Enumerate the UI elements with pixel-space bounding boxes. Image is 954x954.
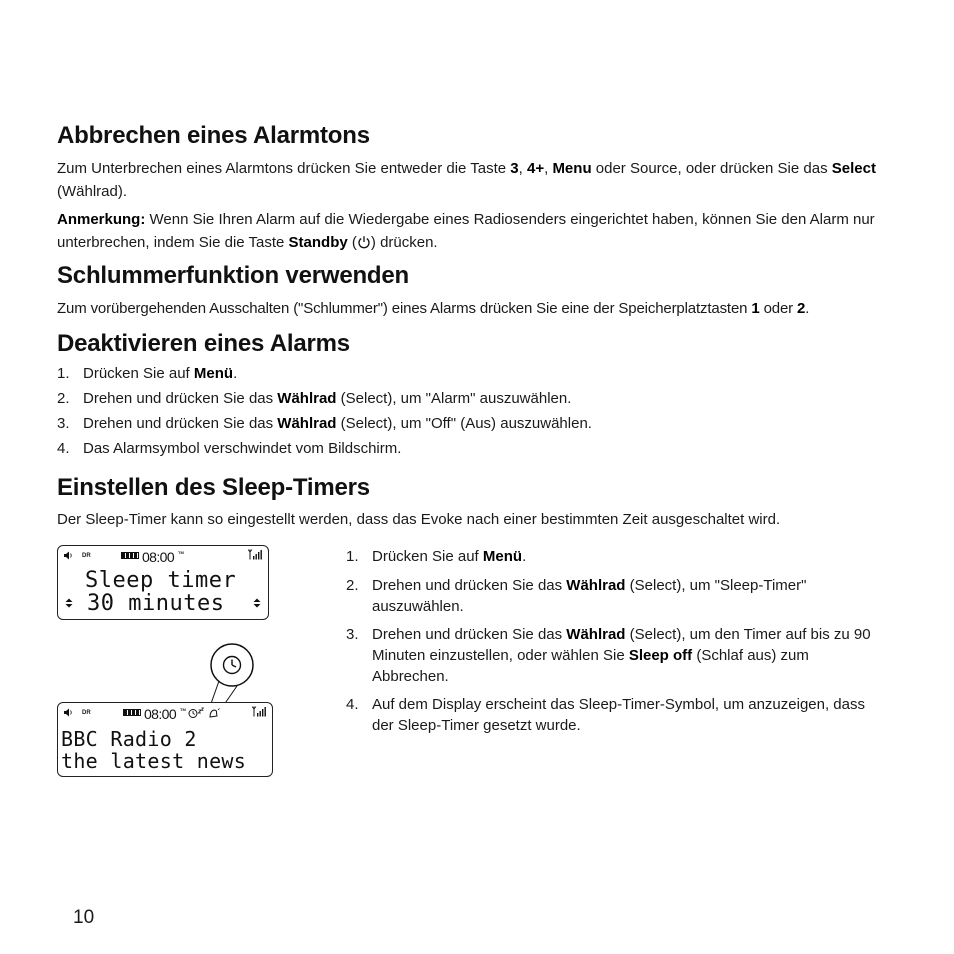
list-item [346, 575, 886, 617]
sleep-timer-steps [346, 546, 886, 736]
lcd-line-2: 30 minutes [87, 591, 225, 616]
text: (Select), um den Timer auf bis zu 90 Minuten einzustellen, oder wählen Sie [372, 626, 871, 664]
power-icon [357, 235, 371, 249]
note-label: Anmerkung: [57, 211, 146, 228]
step-number: 1. [57, 365, 70, 382]
list-item [346, 546, 886, 567]
text: ) drücken. [370, 234, 438, 251]
lcd-status-bar [62, 549, 262, 563]
sleep-status-icons [188, 707, 222, 719]
text: Drücken Sie auf [83, 365, 194, 382]
text: oder Source, oder drücken Sie das [591, 160, 832, 177]
text: Drehen und drücken Sie das [372, 626, 567, 643]
paragraph-sleep-intro: Der Sleep-Timer kann so eingestellt werden, dass das Evoke nach einer bestimmten Zeit ausgeschaltet wird. [57, 511, 781, 528]
list-item [346, 694, 886, 736]
key-3: 3 [510, 160, 519, 177]
step-number: 2. [346, 577, 359, 594]
signal-icon [248, 549, 262, 560]
text: (Select), um "Alarm" auszuwählen. [336, 390, 572, 407]
step-number: 4. [346, 696, 359, 713]
key-sleep-off: Sleep off [628, 647, 693, 664]
speaker-icon [63, 708, 73, 717]
text: Drücken Sie auf [372, 548, 483, 565]
lcd-display-sleep-timer [57, 545, 269, 620]
step-number: 1. [346, 548, 359, 565]
text: , [518, 160, 527, 177]
step-number: 3. [346, 626, 359, 643]
speaker-icon [63, 551, 73, 560]
heading-cancel-alarm: Abbrechen eines Alarmtons [57, 122, 370, 149]
text: (Select), um "Off" (Aus) auszuwählen. [336, 415, 592, 432]
text: . [233, 365, 238, 382]
battery-icon [121, 552, 139, 559]
list-item [57, 365, 897, 390]
list-item [57, 440, 897, 465]
lcd-line-1: BBC Radio 2 [61, 727, 197, 751]
text: (Schlaf aus) zum Abbrechen. [372, 647, 809, 685]
text: . [522, 548, 527, 565]
key-dial: Wählrad [277, 390, 337, 407]
step-number: 4. [57, 440, 70, 457]
step-number: 3. [57, 415, 70, 432]
tm-label: TM [178, 550, 184, 555]
tm-label: TM [180, 707, 186, 712]
lcd-line-1: Sleep timer [85, 568, 237, 593]
list-item [57, 415, 897, 440]
text: (Wählrad). [57, 183, 128, 200]
scroll-arrow-icon [252, 598, 262, 608]
page-number: 10 [73, 907, 95, 928]
paragraph-snooze [57, 297, 917, 320]
key-dial: Wählrad [277, 415, 337, 432]
lcd-status-bar [62, 706, 266, 720]
note-cancel-alarm [57, 208, 895, 254]
zz-icon [199, 708, 204, 713]
key-menu: Menü [482, 548, 523, 565]
key-menu: Menü [193, 365, 234, 382]
alarm-bell-icon [210, 709, 220, 718]
deactivate-steps [57, 365, 897, 465]
text: Das Alarmsymbol verschwindet vom Bildschirm. [83, 440, 402, 457]
heading-deactivate: Deaktivieren eines Alarms [57, 330, 350, 357]
key-1: 1 [751, 300, 760, 317]
text: (Select), um "Sleep-Timer" auszuwählen. [372, 577, 807, 615]
dr-label: DR [82, 553, 91, 559]
lcd-clock: 08:00 [142, 549, 175, 565]
text: , [544, 160, 553, 177]
key-2: 2 [797, 300, 806, 317]
lcd-line-2: the latest news [61, 749, 247, 773]
lcd-clock: 08:00 [144, 706, 177, 722]
scroll-arrow-icon [64, 598, 74, 608]
key-dial: Wählrad [566, 626, 626, 643]
key-4plus: 4+ [526, 160, 545, 177]
paragraph-cancel-alarm [57, 157, 895, 203]
key-standby: Standby [288, 234, 348, 251]
lcd-display-radio [57, 702, 273, 777]
sleep-timer-clock-icon [189, 710, 197, 718]
text: oder [759, 300, 798, 317]
step-number: 2. [57, 390, 70, 407]
dr-label: DR [82, 710, 91, 716]
list-item [346, 624, 886, 687]
text: Drehen und drücken Sie das [83, 390, 278, 407]
text: Zum vorübergehenden Ausschalten ("Schlummer") eines Alarms drücken Sie eine der Speicherplatztasten [57, 300, 752, 317]
list-item [57, 390, 897, 415]
signal-icon [252, 706, 266, 717]
battery-icon [123, 709, 141, 716]
key-menu: Menu [552, 160, 592, 177]
text: ( [347, 234, 357, 251]
text: Wenn Sie Ihren Alarm auf die Wiedergabe eines Radiosenders eingerichtet haben, können Sie den Alarm nur unterbrechen, indem Sie die Taste [57, 211, 875, 251]
heading-sleep-timer: Einstellen des Sleep-Timers [57, 474, 370, 501]
key-dial: Wählrad [566, 577, 626, 594]
heading-snooze: Schlummerfunktion verwenden [57, 262, 409, 289]
text: Auf dem Display erscheint das Sleep-Timer-Symbol, um anzuzeigen, dass der Sleep-Timer gesetzt wurde. [372, 696, 865, 734]
text: Drehen und drücken Sie das [372, 577, 567, 594]
text: Drehen und drücken Sie das [83, 415, 278, 432]
text: Zum Unterbrechen eines Alarmtons drücken Sie entweder die Taste [57, 160, 511, 177]
key-select: Select [831, 160, 876, 177]
text: . [805, 300, 810, 317]
